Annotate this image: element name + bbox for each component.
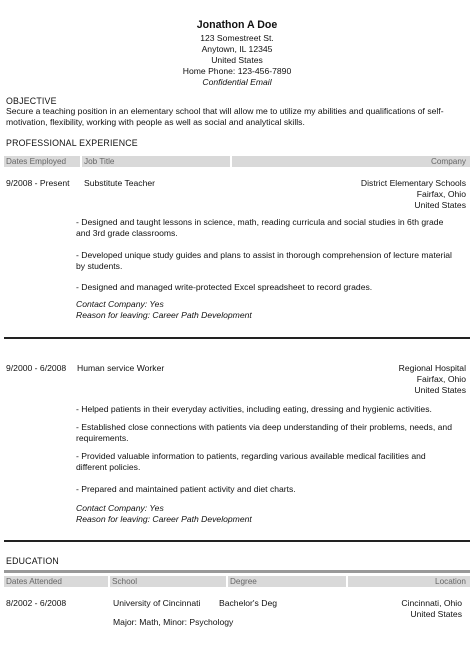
- bullet-line: and 3rd grade classrooms.: [76, 227, 178, 238]
- location-city: Cincinnati, Ohio: [401, 598, 462, 608]
- company-country: United States: [414, 384, 466, 395]
- job-bullet: [76, 451, 466, 472]
- column-location: Location: [348, 576, 470, 587]
- bullet-line: - Designed and taught lessons in science, math, reading curricula and social studies in 6th grade: [76, 217, 444, 227]
- job-company: [240, 178, 466, 210]
- home-phone: Home Phone: 123-456-7890: [182, 66, 292, 76]
- email-link[interactable]: Confidential Email: [202, 77, 272, 87]
- job-title: Human service Worker: [77, 363, 165, 373]
- job-bullet: [76, 404, 466, 415]
- contact-company: Contact Company: Yes: [76, 503, 164, 513]
- education-rule: [4, 570, 470, 573]
- job-bullet: [76, 282, 466, 293]
- objective-line: motivation, flexibility, working with people as well as social and analytical skills.: [6, 116, 305, 127]
- bullet-line: by students.: [76, 260, 123, 271]
- education-dates: 8/2002 - 6/2008: [6, 598, 67, 608]
- job-dates: 9/2008 - Present: [6, 178, 70, 188]
- job-divider: [4, 337, 470, 339]
- column-degree: Degree: [228, 576, 346, 587]
- experience-heading: PROFESSIONAL EXPERIENCE: [6, 138, 138, 148]
- bullet-line: different policies.: [76, 461, 141, 472]
- job-bullet: [76, 217, 466, 238]
- bullet-line: - Designed and managed write-protected Excel spreadsheet to record grades.: [76, 282, 373, 292]
- job-dates: 9/2000 - 6/2008: [6, 363, 67, 373]
- company-city: Fairfax, Ohio: [416, 188, 466, 199]
- bullet-line: - Developed unique study guides and plans to assist in thorough comprehension of lecture material: [76, 250, 452, 260]
- job-bullet: [76, 250, 466, 271]
- column-dates-attended: Dates Attended: [4, 576, 108, 587]
- company-city: Fairfax, Ohio: [416, 373, 466, 384]
- column-dates-employed: Dates Employed: [4, 156, 80, 167]
- bullet-line: - Helped patients in their everyday activities, including eating, dressing and hygienic activities.: [76, 404, 432, 414]
- objective-line: Secure a teaching position in an elementary school that will allow me to utilize my abilities and qualifications of self-: [6, 106, 444, 116]
- objective-heading: OBJECTIVE: [6, 96, 57, 106]
- education-school: University of Cincinnati: [113, 598, 201, 608]
- job-company: [240, 363, 466, 395]
- bullet-line: - Provided valuable information to patients, regarding various available medical facilities and: [76, 451, 426, 461]
- job-bullet: [76, 422, 466, 443]
- resume-name: Jonathon A Doe: [196, 19, 278, 31]
- company-country: United States: [414, 199, 466, 210]
- column-company: Company: [232, 156, 470, 167]
- reason-for-leaving: Reason for leaving: Career Path Development: [76, 310, 252, 320]
- reason-for-leaving: Reason for leaving: Career Path Development: [76, 514, 252, 524]
- contact-company: Contact Company: Yes: [76, 299, 164, 309]
- address-city: Anytown, IL 12345: [201, 44, 273, 54]
- education-degree: Bachelor's Deg: [219, 598, 278, 608]
- bullet-line: - Prepared and maintained patient activity and diet charts.: [76, 484, 296, 494]
- column-school: School: [110, 576, 226, 587]
- company-name: District Elementary Schools: [360, 178, 466, 188]
- experience-column-header: [4, 156, 470, 167]
- education-heading: EDUCATION: [6, 556, 59, 566]
- address-street: 123 Somestreet St.: [200, 33, 274, 43]
- job-bullet: [76, 484, 466, 495]
- job-title: Substitute Teacher: [84, 178, 156, 188]
- education-column-header: [4, 576, 470, 587]
- education-location: [330, 598, 462, 620]
- section-divider: [4, 540, 470, 542]
- bullet-line: - Established close connections with patients via deep understanding of their problems, needs, and: [76, 422, 452, 432]
- objective-text: [6, 106, 470, 127]
- address-country: United States: [211, 55, 263, 65]
- location-country: United States: [410, 608, 462, 619]
- column-job-title: Job Title: [82, 156, 230, 167]
- education-major: Major: Math, Minor: Psychology: [113, 617, 234, 627]
- company-name: Regional Hospital: [398, 363, 466, 373]
- bullet-line: requirements.: [76, 432, 129, 443]
